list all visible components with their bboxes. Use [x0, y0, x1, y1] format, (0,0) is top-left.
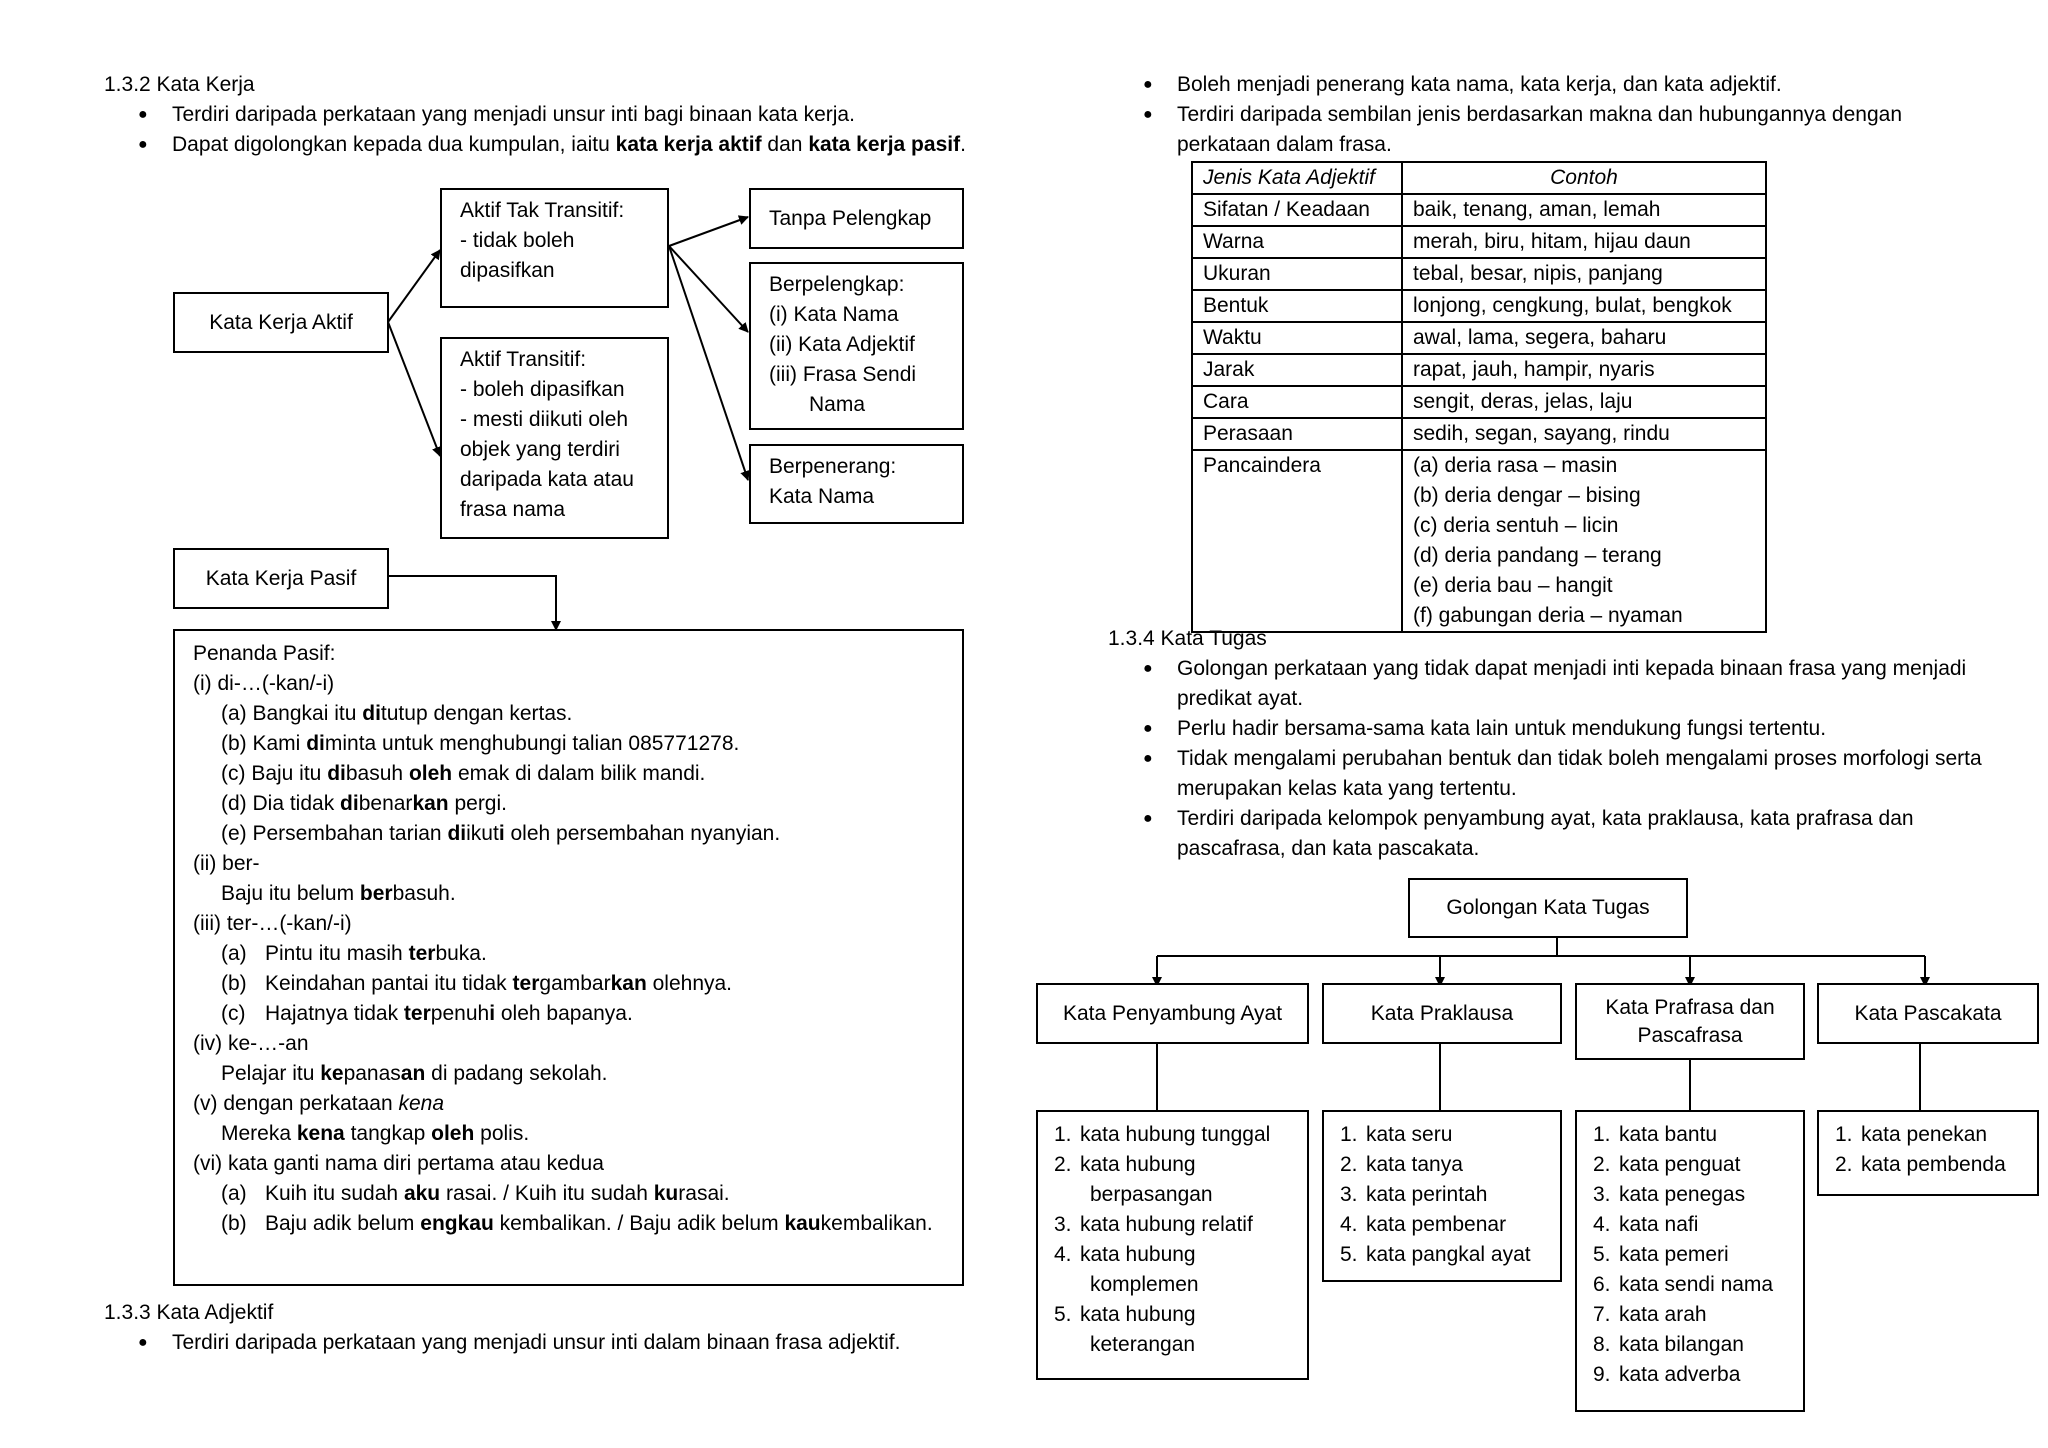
table-cell: sengit, deras, jelas, laju	[1402, 386, 1766, 418]
box-label: Kata Pascakata	[1854, 1001, 2002, 1025]
box-label: Tanpa Pelengkap	[769, 206, 932, 230]
list-number	[1054, 1180, 1080, 1210]
list-number	[1054, 1330, 1080, 1360]
penanda-heading: (i) di-…(-kan/-i)	[193, 672, 335, 695]
list-item	[1340, 1180, 1544, 1210]
table-row	[1192, 354, 1766, 386]
table-cell: Perasaan	[1192, 418, 1402, 450]
text-run: Tidak mengalami perubahan bentuk dan tidak boleh mengalami proses morfologi serta merupakan kelas kata yang tertentu.	[1177, 747, 1982, 800]
list-number: 5.	[1340, 1243, 1358, 1266]
box-line: daripada kata atau	[460, 468, 634, 491]
box-label: Kata Kerja Aktif	[209, 310, 353, 334]
text-run: .	[960, 133, 966, 156]
table-cell: baik, tenang, aman, lemah	[1402, 194, 1766, 226]
text-run: olehnya.	[646, 972, 733, 995]
table-cell	[1402, 450, 1766, 632]
table-row	[1192, 258, 1766, 290]
bold-text: di	[340, 792, 359, 815]
list-number: 1.	[1835, 1123, 1853, 1146]
box-kategori-kata-tugas	[1322, 983, 1562, 1044]
box-line: dipasifkan	[460, 259, 555, 282]
list-text: kata hubung relatif	[1080, 1213, 1253, 1236]
box-label: Kata Prafrasa dan Pascafrasa	[1605, 995, 1775, 1047]
box-aktif-tak-transitif	[440, 188, 669, 308]
box-senarai-kata-tugas	[1817, 1110, 2039, 1196]
text-run: Terdiri daripada perkataan yang menjadi unsur inti dalam binaan frasa adjektif.	[172, 1331, 901, 1354]
text-run: oleh bapanya.	[495, 1002, 633, 1025]
list-text: kata penegas	[1619, 1183, 1746, 1206]
bullet-item	[1143, 100, 1973, 160]
box-kategori-kata-tugas	[1036, 983, 1309, 1044]
example-label: (a)	[221, 1182, 247, 1205]
text-run: (a) Bangkai itu	[221, 702, 363, 725]
box-label: Golongan Kata Tugas	[1446, 896, 1650, 919]
list-item	[1054, 1270, 1291, 1300]
table-cell: sedih, segan, sayang, rindu	[1402, 418, 1766, 450]
example-text	[265, 1209, 933, 1239]
example-label: (b)	[221, 972, 247, 995]
text-run: Mereka	[221, 1122, 297, 1145]
penanda-heading: (vi) kata ganti nama diri pertama atau kedua	[193, 1152, 604, 1175]
box-senarai-kata-tugas	[1322, 1110, 1562, 1282]
bold-text: ter	[408, 942, 436, 965]
list-item	[1593, 1360, 1787, 1390]
bold-text: di	[362, 702, 381, 725]
example-line	[193, 1059, 944, 1089]
list-number: 9.	[1593, 1363, 1611, 1386]
box-tanpa-pelengkap	[749, 188, 964, 249]
box-line: (iii) Frasa Sendi	[769, 363, 917, 386]
list-text: kata tanya	[1366, 1153, 1463, 1176]
box-line: (i) Kata Nama	[769, 303, 899, 326]
list-item	[1340, 1210, 1544, 1240]
penanda-title: Penanda Pasif:	[193, 642, 336, 665]
example-line	[193, 729, 944, 759]
bold-text: kau	[784, 1212, 821, 1235]
box-kategori-kata-tugas	[1575, 983, 1805, 1060]
list-text: kata bantu	[1619, 1123, 1718, 1146]
box-line: (ii) Kata Adjektif	[769, 333, 915, 356]
bold-text: kena	[296, 1122, 345, 1145]
table-row	[1192, 322, 1766, 354]
list-text: kata nafi	[1619, 1213, 1699, 1236]
list-item	[1835, 1150, 2021, 1180]
penanda-heading: (iii) ter-…(-kan/-i)	[193, 912, 352, 935]
bullet-text	[1177, 70, 1973, 100]
list-number: 5.	[1054, 1303, 1072, 1326]
table-jenis-kata-adjektif	[1191, 161, 1767, 633]
text-run: rasai.	[678, 1182, 730, 1205]
table-cell: Jarak	[1192, 354, 1402, 386]
text-run: pergi.	[448, 792, 507, 815]
text-run: kembalikan.	[820, 1212, 933, 1235]
bold-text: ke	[320, 1062, 344, 1085]
list-text: kata hubung	[1080, 1243, 1196, 1266]
box-line: objek yang terdiri	[460, 438, 620, 461]
box-penanda-pasif	[173, 629, 964, 1286]
table-row	[1192, 418, 1766, 450]
bullet-text	[1177, 714, 2003, 744]
box-line: frasa nama	[460, 498, 566, 521]
table-row	[1192, 386, 1766, 418]
list-item	[1593, 1210, 1787, 1240]
list-number: 5.	[1593, 1243, 1611, 1266]
text-run: Pelajar itu	[221, 1062, 321, 1085]
list-item	[1054, 1210, 1291, 1240]
box-line: - mesti diikuti oleh	[460, 408, 629, 431]
example-line	[193, 879, 944, 909]
box-label: Kata Penyambung Ayat	[1062, 1001, 1283, 1025]
text-run: Pintu itu masih	[265, 942, 409, 965]
table-cell: lonjong, cengkung, bulat, bengkok	[1402, 290, 1766, 322]
list-item	[1054, 1150, 1291, 1180]
bullet-icon: ●	[1143, 660, 1153, 677]
list-item	[1593, 1240, 1787, 1270]
penanda-heading: (v) dengan perkataan kena	[193, 1092, 445, 1115]
list-item	[1054, 1300, 1291, 1330]
example-line	[193, 999, 944, 1029]
table-cell: Sifatan / Keadaan	[1192, 194, 1402, 226]
bold-text: an	[400, 1062, 426, 1085]
example-line	[193, 699, 944, 729]
box-line: Berpelengkap:	[769, 273, 905, 296]
box-kategori-kata-tugas	[1817, 983, 2039, 1044]
box-label: Kata Praklausa	[1370, 1001, 1514, 1025]
box-senarai-kata-tugas	[1575, 1110, 1805, 1412]
table-row	[1192, 290, 1766, 322]
list-text: kata bilangan	[1619, 1333, 1744, 1356]
text-run: Keindahan pantai itu tidak	[265, 972, 513, 995]
text-run: Baju adik belum	[265, 1212, 421, 1235]
bold-text: oleh	[431, 1122, 475, 1145]
text-run: (c) Baju itu	[221, 762, 328, 785]
list-text: kata hubung tunggal	[1080, 1123, 1271, 1146]
list-item	[1054, 1180, 1291, 1210]
text-run: kembalikan. / Baju adik belum	[493, 1212, 785, 1235]
text-run: ikut	[466, 822, 499, 845]
bullet-item	[1143, 654, 2003, 714]
list-text: kata perintah	[1366, 1183, 1488, 1206]
text-run: emak di dalam bilik mandi.	[452, 762, 706, 785]
list-text: berpasangan	[1090, 1183, 1213, 1206]
example-text	[265, 969, 732, 999]
list-item	[1054, 1120, 1291, 1150]
bold-text: di	[327, 762, 346, 785]
table-cell: merah, biru, hitam, hijau daun	[1402, 226, 1766, 258]
bold-text: ter	[403, 1002, 431, 1025]
text-run: Kuih itu sudah	[265, 1182, 404, 1205]
text-run: Terdiri daripada kelompok penyambung ayat, kata praklausa, kata prafrasa dan pascafrasa, dan kata pascakata.	[1177, 807, 1914, 860]
table-cell: tebal, besar, nipis, panjang	[1402, 258, 1766, 290]
text-run: Hajatnya tidak	[265, 1002, 404, 1025]
example-line	[193, 1179, 944, 1209]
box-golongan-kata-tugas	[1408, 878, 1688, 938]
text-run: Baju itu belum	[221, 882, 360, 905]
table-cell-line: (a) deria rasa – masin	[1413, 454, 1618, 477]
table-cell-line: (b) deria dengar – bising	[1413, 484, 1641, 507]
box-kata-kerja-aktif	[173, 292, 389, 353]
text-run: (e) Persembahan tarian	[221, 822, 448, 845]
bullet-text	[172, 100, 968, 130]
table-row	[1192, 226, 1766, 258]
list-number: 2.	[1593, 1153, 1611, 1176]
list-item	[1593, 1330, 1787, 1360]
example-text	[265, 1179, 730, 1209]
list-number: 8.	[1593, 1333, 1611, 1356]
text-run: di padang sekolah.	[425, 1062, 608, 1085]
example-label: (a)	[221, 942, 247, 965]
text-run: minta untuk menghubungi talian 085771278.	[324, 732, 740, 755]
bold-text: oleh	[408, 762, 453, 785]
list-item	[1593, 1180, 1787, 1210]
bullet-icon: ●	[1143, 750, 1153, 767]
bold-text: kata kerja aktif	[615, 133, 762, 156]
example-line	[193, 969, 944, 999]
penanda-heading: (iv) ke-…-an	[193, 1032, 309, 1055]
table-cell-line: (f) gabungan deria – nyaman	[1413, 604, 1683, 627]
bullet-text	[1177, 654, 2003, 714]
box-label: Kata Kerja Pasif	[205, 566, 357, 590]
table-cell-line: (c) deria sentuh – licin	[1413, 514, 1619, 537]
list-number: 3.	[1054, 1213, 1072, 1236]
text-run: Perlu hadir bersama-sama kata lain untuk mendukung fungsi tertentu.	[1177, 717, 1827, 740]
box-line: Nama	[809, 393, 866, 416]
list-item	[1835, 1120, 2021, 1150]
bullet-text	[1177, 100, 1973, 160]
table-cell: rapat, jauh, hampir, nyaris	[1402, 354, 1766, 386]
box-line: Kata Nama	[769, 485, 875, 508]
text-run: dan	[761, 133, 809, 156]
list-text: kata pembenda	[1861, 1153, 2006, 1176]
table-cell-line: (e) deria bau – hangit	[1413, 574, 1613, 597]
bold-text: ku	[653, 1182, 679, 1205]
text-run: Terdiri daripada sembilan jenis berdasarkan makna dan hubungannya dengan perkataan dalam frasa.	[1177, 103, 1902, 156]
list-item	[1340, 1120, 1544, 1150]
list-item	[1593, 1270, 1787, 1300]
list-text: kata hubung	[1080, 1303, 1196, 1326]
bold-text: ber	[359, 882, 393, 905]
table-header-cell: Contoh	[1402, 162, 1766, 194]
list-text: kata pembenar	[1366, 1213, 1507, 1236]
bold-text: engkau	[420, 1212, 494, 1235]
list-text: kata arah	[1619, 1303, 1707, 1326]
bullet-icon: ●	[1143, 76, 1153, 93]
list-item	[1340, 1150, 1544, 1180]
list-text: kata adverba	[1619, 1363, 1741, 1386]
table-cell: Pancaindera	[1192, 450, 1402, 632]
example-line	[193, 789, 944, 819]
list-number: 1.	[1054, 1123, 1072, 1146]
bullet-icon: ●	[1143, 810, 1153, 827]
bullet-icon: ●	[138, 136, 148, 153]
heading-kata-kerja: 1.3.2 Kata Kerja	[104, 73, 255, 96]
box-line: Aktif Tak Transitif:	[460, 199, 625, 222]
list-text: kata seru	[1366, 1123, 1453, 1146]
bullet-text	[1177, 744, 2003, 804]
example-text	[265, 939, 487, 969]
penanda-heading: (ii) ber-	[193, 852, 260, 875]
list-item	[1054, 1240, 1291, 1270]
text-run: buka.	[435, 942, 487, 965]
example-text	[265, 999, 633, 1029]
example-label: (c)	[221, 1002, 246, 1025]
list-text: kata penekan	[1861, 1123, 1988, 1146]
bullet-item	[1143, 804, 2003, 864]
text-run: tangkap	[344, 1122, 432, 1145]
bold-text: di	[447, 822, 467, 845]
list-number: 3.	[1340, 1183, 1358, 1206]
list-text: kata sendi nama	[1619, 1273, 1774, 1296]
text-run: polis.	[474, 1122, 530, 1145]
table-row	[1192, 450, 1766, 632]
bullet-text	[172, 1328, 968, 1358]
text-run: benar	[358, 792, 413, 815]
list-text: kata pangkal ayat	[1366, 1243, 1531, 1266]
text-run: Dapat digolongkan kepada dua kumpulan, iaitu	[172, 133, 616, 156]
heading-kata-tugas: 1.3.4 Kata Tugas	[1108, 627, 1267, 650]
table-cell: Waktu	[1192, 322, 1402, 354]
bullet-icon: ●	[1143, 720, 1153, 737]
text-run: Golongan perkataan yang tidak dapat menjadi inti kepada binaan frasa yang menjadi predikat ayat.	[1177, 657, 1967, 710]
text-run: penuh	[430, 1002, 490, 1025]
example-line	[193, 759, 944, 789]
text-run: gambar	[539, 972, 611, 995]
list-number: 4.	[1340, 1213, 1358, 1236]
box-berpelengkap	[749, 262, 964, 430]
bullet-icon: ●	[138, 106, 148, 123]
bold-text: kata kerja pasif	[808, 133, 961, 156]
list-number	[1054, 1270, 1080, 1300]
bullet-text	[172, 130, 968, 160]
box-line: - boleh dipasifkan	[460, 378, 625, 401]
list-item	[1593, 1120, 1787, 1150]
example-line	[193, 819, 944, 849]
text-run: (b) Kami	[221, 732, 307, 755]
italic-text: kena	[398, 1092, 445, 1115]
bullet-item	[138, 130, 968, 160]
box-berpenerang	[749, 444, 964, 524]
bullet-item	[138, 1328, 968, 1358]
table-cell: Ukuran	[1192, 258, 1402, 290]
text-run: tutup dengan kertas.	[380, 702, 573, 725]
example-line	[193, 1119, 944, 1149]
list-number: 7.	[1593, 1303, 1611, 1326]
list-text: kata hubung	[1080, 1153, 1196, 1176]
bold-text: i	[489, 1002, 496, 1025]
bold-text: kan	[412, 792, 449, 815]
list-number: 4.	[1054, 1243, 1072, 1266]
text-run: basuh.	[392, 882, 456, 905]
bullet-item	[138, 100, 968, 130]
heading-kata-adjektif: 1.3.3 Kata Adjektif	[104, 1301, 274, 1324]
table-cell: awal, lama, segera, baharu	[1402, 322, 1766, 354]
bullet-item	[1143, 70, 1973, 100]
text-run: basuh	[345, 762, 409, 785]
box-line: Aktif Transitif:	[460, 348, 587, 371]
bold-text: i	[498, 822, 505, 845]
table-row	[1192, 194, 1766, 226]
text-run: oleh persembahan nyanyian.	[504, 822, 781, 845]
list-number: 6.	[1593, 1273, 1611, 1296]
box-line: - tidak boleh	[460, 229, 575, 252]
list-number: 1.	[1593, 1123, 1611, 1146]
list-text: kata pemeri	[1619, 1243, 1729, 1266]
bold-text: aku	[403, 1182, 441, 1205]
bullet-item	[1143, 744, 2003, 804]
box-line: Berpenerang:	[769, 455, 897, 478]
list-number: 2.	[1340, 1153, 1358, 1176]
list-text: keterangan	[1090, 1333, 1196, 1356]
bold-text: di	[306, 732, 325, 755]
text-run: rasai. / Kuih itu sudah	[440, 1182, 654, 1205]
text-run: Boleh menjadi penerang kata nama, kata kerja, dan kata adjektif.	[1177, 73, 1782, 96]
list-item	[1593, 1300, 1787, 1330]
list-item	[1054, 1330, 1291, 1360]
list-number: 2.	[1835, 1153, 1853, 1176]
example-line	[193, 1209, 944, 1239]
bullet-text	[1177, 804, 2003, 864]
list-item	[1593, 1150, 1787, 1180]
box-kata-kerja-pasif	[173, 548, 389, 609]
box-aktif-transitif	[440, 337, 669, 539]
list-number: 1.	[1340, 1123, 1358, 1146]
bold-text: ter	[512, 972, 540, 995]
list-number: 2.	[1054, 1153, 1072, 1176]
list-number: 3.	[1593, 1183, 1611, 1206]
table-header-cell: Jenis Kata Adjektif	[1192, 162, 1402, 194]
table-cell: Cara	[1192, 386, 1402, 418]
list-text: kata penguat	[1619, 1153, 1741, 1176]
bullet-icon: ●	[1143, 106, 1153, 123]
example-line	[193, 939, 944, 969]
example-label: (b)	[221, 1212, 247, 1235]
bullet-icon: ●	[138, 1334, 148, 1351]
list-item	[1340, 1240, 1544, 1270]
text-run: (d) Dia tidak	[221, 792, 341, 815]
table-cell: Bentuk	[1192, 290, 1402, 322]
table-cell: Warna	[1192, 226, 1402, 258]
text-run: Terdiri daripada perkataan yang menjadi unsur inti bagi binaan kata kerja.	[172, 103, 855, 126]
bullet-item	[1143, 714, 2003, 744]
table-cell-line: (d) deria pandang – terang	[1413, 544, 1662, 567]
list-text: komplemen	[1090, 1273, 1199, 1296]
bold-text: kan	[610, 972, 647, 995]
table-header-row	[1192, 162, 1766, 194]
box-senarai-kata-tugas	[1036, 1110, 1309, 1380]
list-number: 4.	[1593, 1213, 1611, 1236]
text-run: panas	[343, 1062, 401, 1085]
